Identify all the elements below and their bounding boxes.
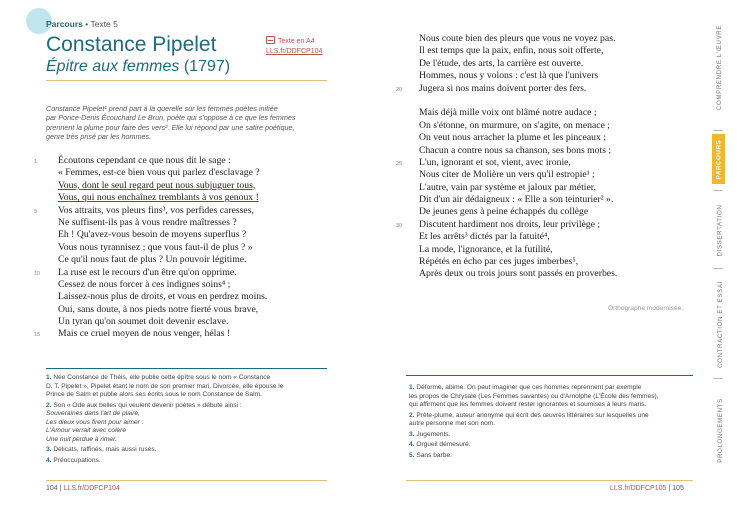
tab-prolongements[interactable]: [703, 384, 737, 476]
verse-text: Il est temps que la paix, enfin, nous soit offerte,: [419, 45, 604, 57]
footnote: [46, 374, 330, 400]
verse-line: [58, 217, 267, 229]
footnote-text: Délicats, raffinés, mais aussi rusés.: [53, 446, 157, 453]
footnote-text: Prête-plume, auteur anonyme qui écrit des œuvres littéraires sur lesquelles une: [416, 411, 649, 419]
kicker-bullet: •: [85, 19, 89, 29]
poem-left: [34, 155, 268, 341]
footnote: [409, 384, 696, 410]
verse-line: [58, 180, 267, 192]
footnote-text: Sans barbe.: [416, 451, 452, 459]
line-number: 20: [396, 86, 403, 93]
page-title: Constance Pipelet: [46, 33, 217, 56]
footnote-line: [409, 452, 696, 461]
verse-text: Ne suffisent-ils pas à vous rendre maîtresses ?: [58, 216, 237, 228]
a4-text-link[interactable]: [266, 36, 322, 56]
footnote-text: Les dieux vous firent pour aimer :: [46, 418, 144, 426]
tab-label: PARCOURS: [715, 139, 722, 179]
footnote: [46, 402, 330, 445]
footer-link-left[interactable]: LLS.fr/DDFCP104: [63, 485, 120, 492]
title-rule: [46, 80, 327, 81]
line-number: 1: [34, 159, 38, 165]
tab-dissertation[interactable]: [703, 196, 737, 264]
verse-text: Ce qu'il nous faut de plus ? Un pouvoir légitime.: [58, 254, 247, 266]
line-number: 30: [396, 222, 403, 229]
line-number: 15: [34, 332, 41, 339]
footnote-line: [46, 410, 330, 419]
footnote-number: 2.: [46, 401, 52, 409]
verse-line: [419, 256, 617, 268]
verse-line: [419, 194, 617, 206]
verse-line: [58, 254, 267, 266]
verse-text: Discutent hardiment nos droits, leur privilège ;: [419, 218, 601, 230]
side-tabs: [703, 0, 737, 510]
verse-text: Écoutons cependant ce que nous dit le sage :: [58, 155, 231, 166]
footnote-line: [46, 402, 330, 411]
verse-text: Vous nous tyrannisez ; que vous faut-il de plus ? »: [58, 241, 253, 253]
tab-label: PROLONGEMENTS: [716, 397, 724, 463]
tab-comprendre[interactable]: [703, 8, 737, 126]
verse-line: [34, 155, 267, 167]
footnote-number: 2.: [409, 411, 415, 419]
verse-text: Chacun a contre nous sa chanson, ses bons mots ;: [419, 144, 612, 156]
footnote-text: Une nuit perdue à rimer.: [46, 435, 117, 443]
verse-line: [419, 70, 617, 82]
verse-line: [419, 244, 617, 256]
intro-line: par Ponce-Denis Écouchard Le Brun, poète qui s'oppose à ce que les femmes: [46, 113, 296, 123]
verse-line: [419, 268, 617, 280]
verse-text: Répétés en écho par ces juges imberbes⁵,: [419, 256, 579, 268]
verse-text: La mode, l'ignorance, et la futilité,: [419, 243, 553, 255]
intro-line: genre très prisé par les hommes.: [46, 131, 152, 141]
modernized-note: Orthographe modernisée.: [608, 305, 684, 312]
tab-label: CONTRACTION ET ESSAI: [716, 280, 724, 368]
footnote-number: 3.: [46, 446, 52, 453]
footnote-text: Déforme, abime. On peut imaginer que ces hommes reprennent par exemple: [416, 384, 642, 391]
footnote-line: [46, 374, 330, 383]
a4-label: Texte en A4: [278, 38, 315, 45]
page-subtitle: [46, 58, 230, 76]
footnote-number: 5.: [409, 451, 415, 459]
poem-right: [396, 33, 618, 281]
footer-sep-left: |: [59, 485, 62, 492]
footer-rule-right: [406, 480, 693, 481]
footnote-line: [409, 401, 696, 410]
page-number-left: 104: [46, 485, 58, 492]
verse-line: [419, 120, 617, 132]
footnote-number: 1.: [46, 374, 52, 381]
footnote-line: [46, 446, 330, 455]
footnote-text: Prince de Salm et publie alors ses écrits sous le nom Constance de Salm.: [46, 391, 262, 398]
footnote-text: Souveraines dans l'art de plaire,: [46, 410, 140, 417]
verse-line: [58, 167, 267, 179]
verse-text: Dit d'un air dédaigneux : « Elle a son teinturier² ».: [419, 194, 614, 206]
verse-text: Nous coute bien des pleurs que vous ne voyez pas.: [419, 33, 616, 44]
verse-text: Mais ce cruel moyen de nous venger, hélas !: [58, 328, 231, 340]
footnote-line: [409, 384, 696, 393]
verse-line: [419, 231, 617, 243]
footnote-line: [46, 391, 330, 400]
verse-text: Nous citer de Molière un vers qu'il estropie¹ ;: [419, 169, 595, 181]
footnote-line: [46, 436, 330, 445]
intro-paragraph: [46, 104, 330, 141]
verse-line: [396, 218, 617, 231]
verse-text: La ruse est le recours d'un être qu'on opprime.: [58, 266, 237, 278]
footer-link-right[interactable]: LLS.fr/DDFCP105: [610, 485, 667, 492]
verse-line: [34, 328, 267, 340]
printer-icon: [266, 36, 275, 44]
tab-separator: [713, 190, 723, 191]
verse-line: [419, 58, 617, 70]
footnote-line: [409, 441, 696, 450]
verse-line: [419, 206, 617, 218]
verse-text: Oui, sans doute, à nos pieds notre fierté vous brave,: [58, 303, 259, 315]
verse-text: On veut nous arracher la plume et les pinceaux ;: [419, 132, 606, 144]
footnotes-left: [46, 374, 330, 467]
verse-line: [419, 169, 617, 181]
verse-line: [34, 204, 267, 217]
verse-line: [34, 266, 267, 279]
footnote: [409, 452, 696, 461]
verse-text: L'autre, vain par système et jaloux par métier,: [419, 181, 597, 193]
verse-line: [58, 304, 267, 316]
footnote-line: [409, 393, 696, 402]
page-number-right: 105: [672, 485, 684, 492]
footnote: [409, 441, 696, 450]
verse-text: Vous, dont le seul regard peut nous subjuguer tous,: [58, 179, 256, 191]
work-year: (1797): [183, 58, 231, 75]
tab-label: COMPRENDRE L'ŒUVRE: [716, 24, 724, 110]
verse-line: [58, 242, 267, 254]
footnote-text: D. T. Pipelet », Pipelet étant le nom de son premier mari. Divorcée, elle épouse le: [46, 382, 284, 390]
work-title: Épitre aux femmes: [46, 58, 180, 75]
verse-text: Après deux ou trois jours sont passés en proverbes.: [419, 268, 618, 280]
verse-line: [58, 192, 267, 204]
line-number: 10: [34, 270, 41, 277]
footnote-line: [46, 419, 330, 428]
tab-separator: [713, 268, 723, 269]
tab-parcours[interactable]: [712, 134, 725, 184]
intro-line: Constance Pipelet¹ prend part à la querelle sur les femmes poètes initiée: [46, 104, 278, 113]
footnote-line: [46, 427, 330, 436]
kicker-section: Parcours: [46, 19, 83, 29]
footnote-number: 1.: [409, 384, 415, 391]
footnotes-right: [409, 384, 696, 462]
verse-line: [419, 107, 617, 119]
verse-text: L'un, ignorant et sot, vient, avec ironie,: [419, 156, 571, 168]
verse-line: [419, 182, 617, 194]
verse-text: De jeunes gens à peine échappés du collège: [419, 206, 589, 218]
notes-rule-right: [406, 375, 693, 376]
verse-text: Vous, qui nous enchaînez tremblants à vos genoux !: [58, 192, 259, 204]
verse-line: [396, 82, 617, 95]
verse-text: Vos attraits, vos pleurs fins³, vos perfides caresses,: [58, 204, 254, 216]
verse-line: [419, 45, 617, 57]
tab-separator: [713, 130, 723, 131]
verse-line: [58, 316, 267, 328]
footnote-line: [46, 383, 330, 392]
verse-text: Un tyran qu'on soumet doit devenir esclave.: [58, 316, 229, 328]
tab-label: DISSERTATION: [716, 204, 724, 256]
verse-text: Eh ! Qu'avez-vous besoin de moyens superflus ?: [58, 229, 247, 241]
notes-rule-left: [46, 368, 327, 369]
footnote-text: autre personne met son nom.: [409, 420, 496, 427]
tab-separator: [713, 378, 723, 379]
verse-line: [58, 279, 267, 291]
line-number: 5: [34, 208, 38, 215]
verse-text: « Femmes, est-ce bien vous qui parlez d'esclavage ?: [58, 167, 260, 179]
verse-text: Cessez de nous forcer à ces indignes soins⁴ ;: [58, 278, 231, 290]
footnote: [409, 431, 696, 440]
kicker: [46, 19, 118, 29]
footnote-line: [409, 420, 696, 429]
footnote-text: qui affirment que les femmes doivent rester ignorantes et soumises à leurs maris.: [409, 401, 647, 408]
line-number: 25: [396, 160, 403, 167]
intro-line: prennent la plume pour faire des vers². Elle lui répond par une satire poétique,: [46, 122, 295, 132]
footnote-text: Préoccupations.: [53, 456, 101, 464]
footnote-number: 4.: [46, 456, 52, 464]
footer-sep-right: |: [668, 485, 671, 492]
footnote: [46, 446, 330, 455]
verse-text: On s'étonne, on murmure, on s'agite, on menace ;: [419, 119, 611, 131]
footnote-line: [46, 457, 330, 466]
footnote-text: les propos de Chrysale (Les Femmes savantes) ou d'Arnolphe (L'École des femmes),: [409, 392, 659, 400]
footnote-text: L'Amour verrait avec colère: [46, 427, 127, 434]
kicker-text: Texte 5: [90, 19, 118, 29]
footnote-text: Son « Ode aux belles qui veulent devenir poètes » débute ainsi :: [53, 401, 242, 409]
verse-line: [396, 156, 617, 169]
footnote-number: 4.: [409, 441, 415, 448]
footer-left: [46, 485, 120, 492]
verse-text: Jugera si nos mains doivent porter des fers.: [419, 82, 587, 94]
verse-line: [58, 291, 267, 303]
tab-contraction[interactable]: [703, 274, 737, 374]
verse-line: [419, 145, 617, 157]
verse-text: De l'étude, des arts, la carrière est ouverte.: [419, 57, 584, 69]
verse-text: Laissez-nous plus de droits, et vous en perdrez moins.: [58, 291, 268, 303]
footer-right: [610, 485, 684, 492]
footnote-text: Orgueil démesuré.: [416, 441, 471, 448]
verse-line: [419, 132, 617, 144]
verse-text: Hommes, nous y volons : c'est là que l'univers: [419, 70, 599, 82]
verse-line: [58, 229, 267, 241]
verse-text: Mais déjà mille voix ont blâmé notre audace ;: [419, 107, 597, 119]
footnote-line: [409, 431, 696, 440]
a4-url[interactable]: LLS.fr/DDFCP104: [266, 48, 323, 55]
footnote-text: Jugements.: [416, 430, 451, 438]
footnote-text: Née Constance de Théis, elle publie cette épître sous le nom « Constance: [53, 374, 271, 381]
footnote: [409, 412, 696, 429]
footnote-line: [409, 412, 696, 421]
verse-line: [419, 33, 617, 45]
footer-rule-left: [46, 480, 327, 481]
stanza-break: [419, 95, 617, 107]
footnote: [46, 457, 330, 466]
verse-text: Et les arrêts³ dictés par la fatuité⁴,: [419, 231, 550, 243]
footnote-number: 3.: [409, 430, 415, 438]
